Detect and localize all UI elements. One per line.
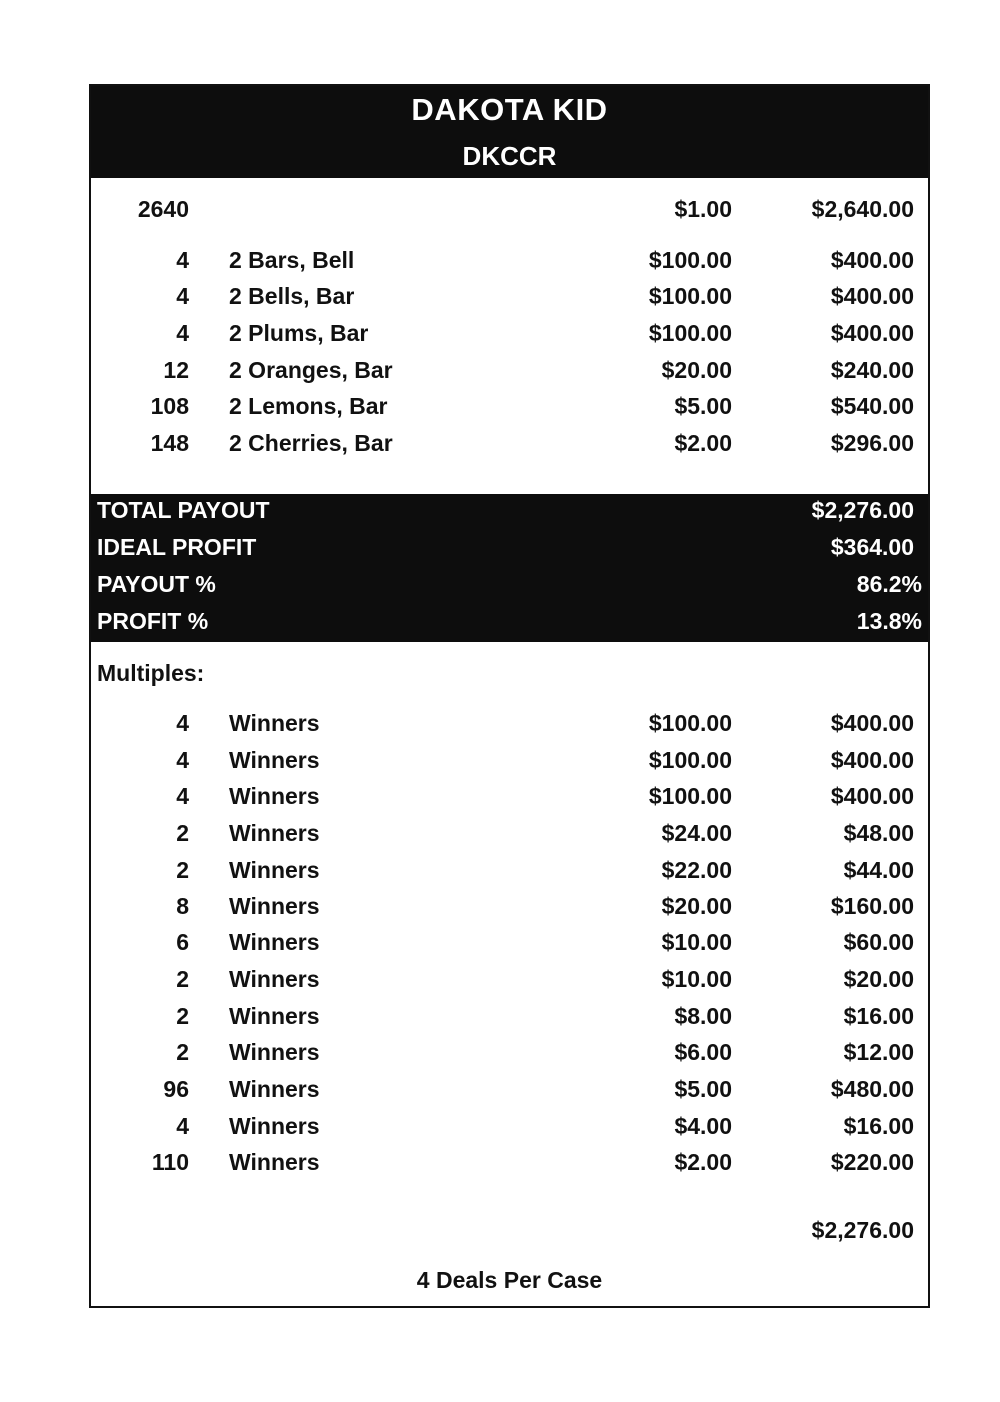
ideal-profit-value: $364.00 xyxy=(830,534,914,560)
multiple-amount: $16.00 xyxy=(843,1003,914,1029)
multiple-row xyxy=(91,1076,928,1112)
multiple-qty: 2 xyxy=(176,1039,189,1065)
multiple-amount: $60.00 xyxy=(843,929,914,955)
prize-value: $100.00 xyxy=(648,283,732,309)
prize-row xyxy=(91,247,928,283)
multiple-desc: Winners xyxy=(229,893,320,919)
prize-value: $5.00 xyxy=(674,393,732,419)
prize-amount: $240.00 xyxy=(830,357,914,383)
multiple-prize: $100.00 xyxy=(648,710,732,736)
total-payout-value: $2,276.00 xyxy=(811,497,914,523)
prize-qty: 148 xyxy=(150,430,189,456)
deals-per-case: 4 Deals Per Case xyxy=(416,1267,603,1293)
multiple-qty: 8 xyxy=(176,893,189,919)
multiple-amount: $20.00 xyxy=(843,966,914,992)
multiple-prize: $20.00 xyxy=(661,893,732,919)
multiples-heading: Multiples: xyxy=(97,660,205,686)
multiple-desc: Winners xyxy=(229,1039,320,1065)
multiples-total-row xyxy=(91,1217,928,1253)
multiple-qty: 4 xyxy=(176,783,189,809)
multiple-qty: 110 xyxy=(151,1149,189,1175)
payout-pct-value: 86.2% xyxy=(856,571,922,597)
multiple-row xyxy=(91,1149,928,1185)
prize-value: $2.00 xyxy=(674,430,732,456)
prize-row xyxy=(91,320,928,356)
multiple-row xyxy=(91,893,928,929)
multiple-desc: Winners xyxy=(229,1149,320,1175)
prize-amount: $296.00 xyxy=(830,430,914,456)
ideal-profit-label: IDEAL PROFIT xyxy=(97,534,257,560)
multiple-row xyxy=(91,857,928,893)
base-price: $1.00 xyxy=(674,196,732,222)
multiple-amount: $12.00 xyxy=(843,1039,914,1065)
multiple-prize: $24.00 xyxy=(661,820,732,846)
multiple-qty: 2 xyxy=(176,966,189,992)
multiple-row xyxy=(91,783,928,819)
payout-sheet xyxy=(89,84,930,1308)
total-payout-label: TOTAL PAYOUT xyxy=(97,497,270,523)
multiple-prize: $8.00 xyxy=(674,1003,732,1029)
multiple-prize: $6.00 xyxy=(674,1039,732,1065)
prize-desc: 2 Bells, Bar xyxy=(229,283,355,309)
multiple-prize: $10.00 xyxy=(661,929,732,955)
multiple-qty: 2 xyxy=(176,857,189,883)
multiple-desc: Winners xyxy=(229,783,320,809)
multiple-desc: Winners xyxy=(229,1113,320,1139)
profit-pct-label: PROFIT % xyxy=(97,608,209,634)
multiple-row xyxy=(91,820,928,856)
prize-qty: 4 xyxy=(176,247,189,273)
multiple-desc: Winners xyxy=(229,1076,320,1102)
profit-pct-row xyxy=(91,608,928,645)
multiple-row xyxy=(91,1039,928,1075)
prize-row xyxy=(91,357,928,393)
multiple-desc: Winners xyxy=(229,1003,320,1029)
prize-desc: 2 Plums, Bar xyxy=(229,320,369,346)
multiple-amount: $400.00 xyxy=(830,710,914,736)
prize-desc: 2 Oranges, Bar xyxy=(229,357,393,383)
multiple-qty: 2 xyxy=(176,820,189,846)
game-title: DAKOTA KID xyxy=(411,92,608,127)
header-band xyxy=(91,86,928,178)
multiple-row xyxy=(91,747,928,783)
multiple-row xyxy=(91,1003,928,1039)
multiple-desc: Winners xyxy=(229,966,320,992)
multiple-row xyxy=(91,929,928,965)
prize-desc: 2 Bars, Bell xyxy=(229,247,355,273)
multiple-qty: 4 xyxy=(176,1113,189,1139)
prize-qty: 4 xyxy=(176,283,189,309)
prize-qty: 12 xyxy=(163,357,189,383)
multiple-prize: $100.00 xyxy=(648,747,732,773)
multiple-amount: $160.00 xyxy=(830,893,914,919)
multiple-row xyxy=(91,966,928,1002)
prize-row xyxy=(91,393,928,429)
multiple-prize: $5.00 xyxy=(674,1076,732,1102)
prize-row xyxy=(91,430,928,466)
multiple-desc: Winners xyxy=(229,747,320,773)
base-row xyxy=(91,196,928,232)
summary-band xyxy=(91,494,928,642)
multiple-amount: $44.00 xyxy=(843,857,914,883)
prize-desc: 2 Lemons, Bar xyxy=(229,393,388,419)
multiple-amount: $400.00 xyxy=(830,783,914,809)
multiple-qty: 6 xyxy=(176,929,189,955)
multiple-amount: $480.00 xyxy=(830,1076,914,1102)
multiples-total: $2,276.00 xyxy=(811,1217,914,1243)
multiple-desc: Winners xyxy=(229,857,320,883)
multiple-amount: $220.00 xyxy=(830,1149,914,1175)
multiple-desc: Winners xyxy=(229,929,320,955)
multiple-prize: $22.00 xyxy=(661,857,732,883)
payout-pct-label: PAYOUT % xyxy=(97,571,216,597)
multiple-qty: 2 xyxy=(176,1003,189,1029)
payout-pct-row xyxy=(91,571,928,608)
multiple-desc: Winners xyxy=(229,710,320,736)
ideal-profit-row xyxy=(91,534,928,571)
multiple-qty: 96 xyxy=(163,1076,189,1102)
prize-amount: $540.00 xyxy=(830,393,914,419)
multiple-prize: $4.00 xyxy=(674,1113,732,1139)
prize-value: $100.00 xyxy=(648,247,732,273)
multiple-desc: Winners xyxy=(229,820,320,846)
multiple-row xyxy=(91,1113,928,1149)
base-qty: 2640 xyxy=(137,196,189,222)
multiple-amount: $16.00 xyxy=(843,1113,914,1139)
prize-amount: $400.00 xyxy=(830,283,914,309)
multiple-prize: $10.00 xyxy=(661,966,732,992)
multiple-prize: $2.00 xyxy=(674,1149,732,1175)
prize-desc: 2 Cherries, Bar xyxy=(229,430,393,456)
prize-row xyxy=(91,283,928,319)
base-total: $2,640.00 xyxy=(811,196,914,222)
prize-amount: $400.00 xyxy=(830,247,914,273)
prize-value: $100.00 xyxy=(648,320,732,346)
profit-pct-value: 13.8% xyxy=(856,608,922,634)
prize-amount: $400.00 xyxy=(830,320,914,346)
multiple-amount: $48.00 xyxy=(843,820,914,846)
prize-qty: 4 xyxy=(176,320,189,346)
multiple-qty: 4 xyxy=(176,747,189,773)
prize-value: $20.00 xyxy=(661,357,732,383)
multiple-row xyxy=(91,710,928,746)
multiple-amount: $400.00 xyxy=(830,747,914,773)
prize-qty: 108 xyxy=(150,393,189,419)
multiple-qty: 4 xyxy=(176,710,189,736)
total-payout-row xyxy=(91,497,928,534)
multiple-prize: $100.00 xyxy=(648,783,732,809)
game-code: DKCCR xyxy=(462,141,557,171)
